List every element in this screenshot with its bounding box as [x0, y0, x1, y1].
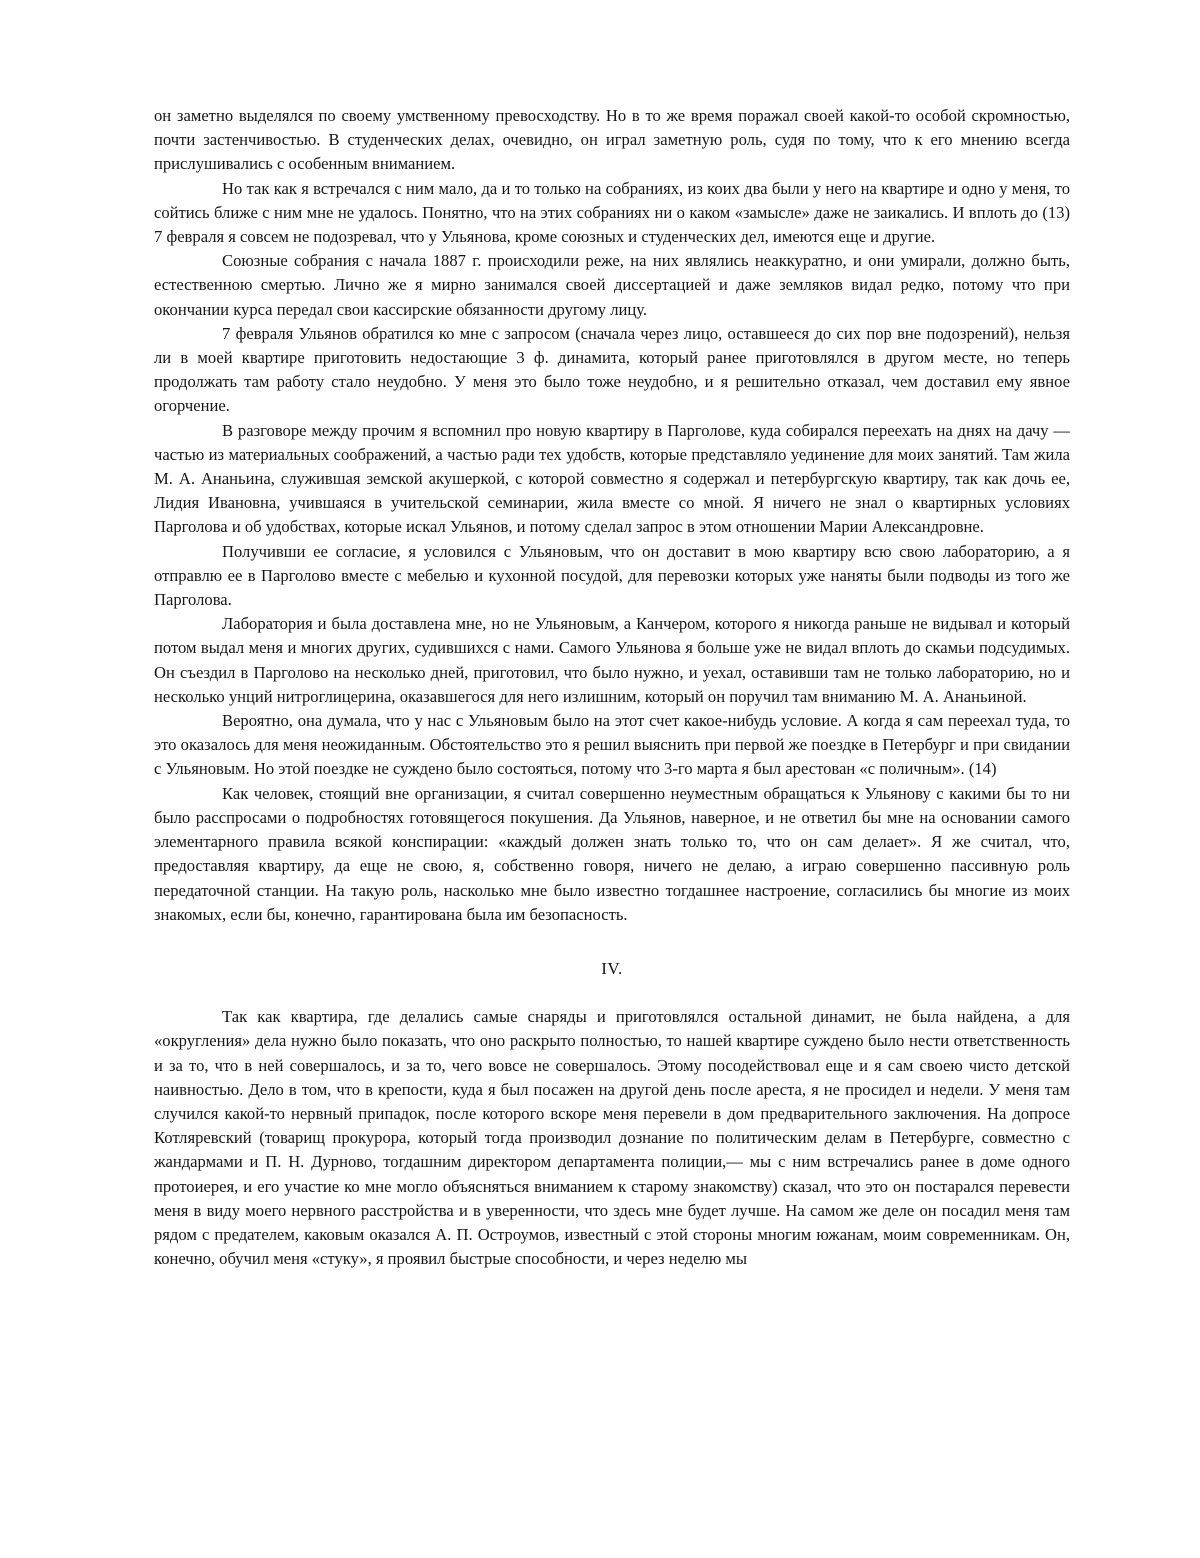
paragraph-4: 7 февраля Ульянов обратился ко мне с запросом (сначала через лицо, оставшееся до сих пор вне подозрений), нельзя ли в моей квартире приготовить недостающие 3 ф. динамита, который ранее приготовлялся в другом месте, но теперь продолжать там работу стало неудобно. У меня это было тоже неудобно, и я решительно отказал, чем доставил ему явное огорчение. — [154, 323, 1070, 416]
document-page — [154, 104, 1070, 1271]
paragraph-8: Вероятно, она думала, что у нас с Ульяновым было на этот счет какое-нибудь условие. А когда я сам переехал туда, то это оказалось для меня неожиданным. Обстоятельство это я решил выяснить при первой же поездке в Петербург и при свидании с Ульяновым. Но этой поездке не суждено было состояться, потому что 3-го марта я был арестован «с поличным». (14) — [154, 711, 1070, 779]
paragraph-6: Получивши ее согласие, я условился с Ульяновым, что он доставит в мою квартиру всю свою лабораторию, а я отправлю ее в Парголово вместе с мебелью и кухонной посудой, для перевозки которых уже наняты были подводы из того же Парголова. — [154, 541, 1070, 610]
section-heading: IV. — [601, 958, 623, 978]
paragraph-9: Как человек, стоящий вне организации, я считал совершенно неуместным обращаться к Ульянову с какими бы то ни было расспросами о подробностях готовящегося покушения. Да Ульянов, наверное, и не ответил бы мне на основании самого элементарного правила всякой конспирации: «каждый должен знать только то, что он сам делает». Я же считал, что, предоставляя квартиру, да еще не свою, я, собственно говоря, ничего не делаю, а играю совершенно пассивную роль передаточной станции. На такую роль, насколько мне было известно тогдашнее настроение, согласились бы многие из моих знакомых, если бы, конечно, гарантирована была им безопасность. — [154, 783, 1070, 924]
paragraph-3: Союзные собрания с начала 1887 г. происходили реже, на них являлись неаккуратно, и они умирали, должно быть, естественною смертью. Лично же я мирно занимался своей диссертацией и даже земляков видал редко, потому что при окончании курса передал свои кассирские обязанности другому лицу. — [154, 251, 1070, 319]
paragraph-5: В разговоре между прочим я вспомнил про новую квартиру в Парголове, куда собирался переехать на днях на дачу — частью из материальных соображений, а частью ради тех удобств, которые представляло уединение для моих занятий. Там жила М. А. Ананьина, служившая земской акушеркой, с которой совместно я содержал и петербургскую квартиру, так как дочь ее, Лидия Ивановна, учившаяся в учительской семинарии, жила вместе со мной. Я ничего не знал о квартирных условиях Парголова и об удобствах, которые искал Ульянов, и потому сделал запрос в этом отношении Марии Александровне. — [154, 420, 1070, 537]
paragraph-10: Так как квартира, где делались самые снаряды и приготовлялся остальной динамит, не была найдена, а для «округления» дела нужно было показать, что оно раскрыто полностью, то нашей квартире суждено было нести ответственность и за то, что в ней совершалось, и за то, чего вовсе не совершалось. Этому посодействовал еще и я сам своею чисто детской наивностью. Дело в том, что в крепости, куда я был посажен на другой день после ареста, я не просидел и недели. У меня там случился какой-то нервный припадок, после которого вскоре меня перевели в дом предварительного заключения. На допросе Котляревский (товарищ прокурора, который тогда производил дознание по политическим делам в Петербурге, совместно с жандармами и П. Н. Дурново, тогдашним директором департамента полиции,— мы с ним встречались ранее в доме одного протоиерея, и его участие ко мне могло объясняться вниманием к старому знакомству) сказал, что это он постарался перевести меня в виду моего нервного расстройства и в уверенности, что здесь мне будет лучше. На самом же деле он посадил меня там рядом с предателем, каковым оказался А. П. Остроумов, известный с этой стороны многим южанам, моим современникам. Он, конечно, обучил меня «стуку», я проявил быстрые способности, и через неделю мы — [154, 1007, 1070, 1269]
paragraph-7: Лаборатория и была доставлена мне, но не Ульяновым, а Канчером, которого я никогда раньше не видывал и который потом выдал меня и многих других, судившихся с нами. Самого Ульянова я больше уже не видал вплоть до скамьи подсудимых. Он съездил в Парголово на несколько дней, приготовил, что было нужно, и уехал, оставивши там не только лабораторию, но и несколько унций нитроглицерина, оказавшегося для него излишним, который он поручил там вниманию М. А. Ананьиной. — [154, 614, 1070, 706]
paragraph-2: Но так как я встречался с ним мало, да и то только на собраниях, из коих два были у него на квартире и одно у меня, то сойтись ближе с ним мне не удалось. Понятно, что на этих собраниях ни о каком «замысле» даже не заикались. И вплоть до (13) 7 февраля я совсем не подозревал, что у Ульянова, кроме союзных и студенческих дел, имеются еще и другие. — [154, 178, 1070, 247]
paragraph-1: он заметно выделялся по своему умственному превосходству. Но в то же время поражал своей какой-то особой скромностью, почти застенчивостью. В студенческих делах, очевидно, он играл заметную роль, судя по тому, что к его мнению всегда прислушивались с особенным вниманием. — [154, 106, 1070, 174]
